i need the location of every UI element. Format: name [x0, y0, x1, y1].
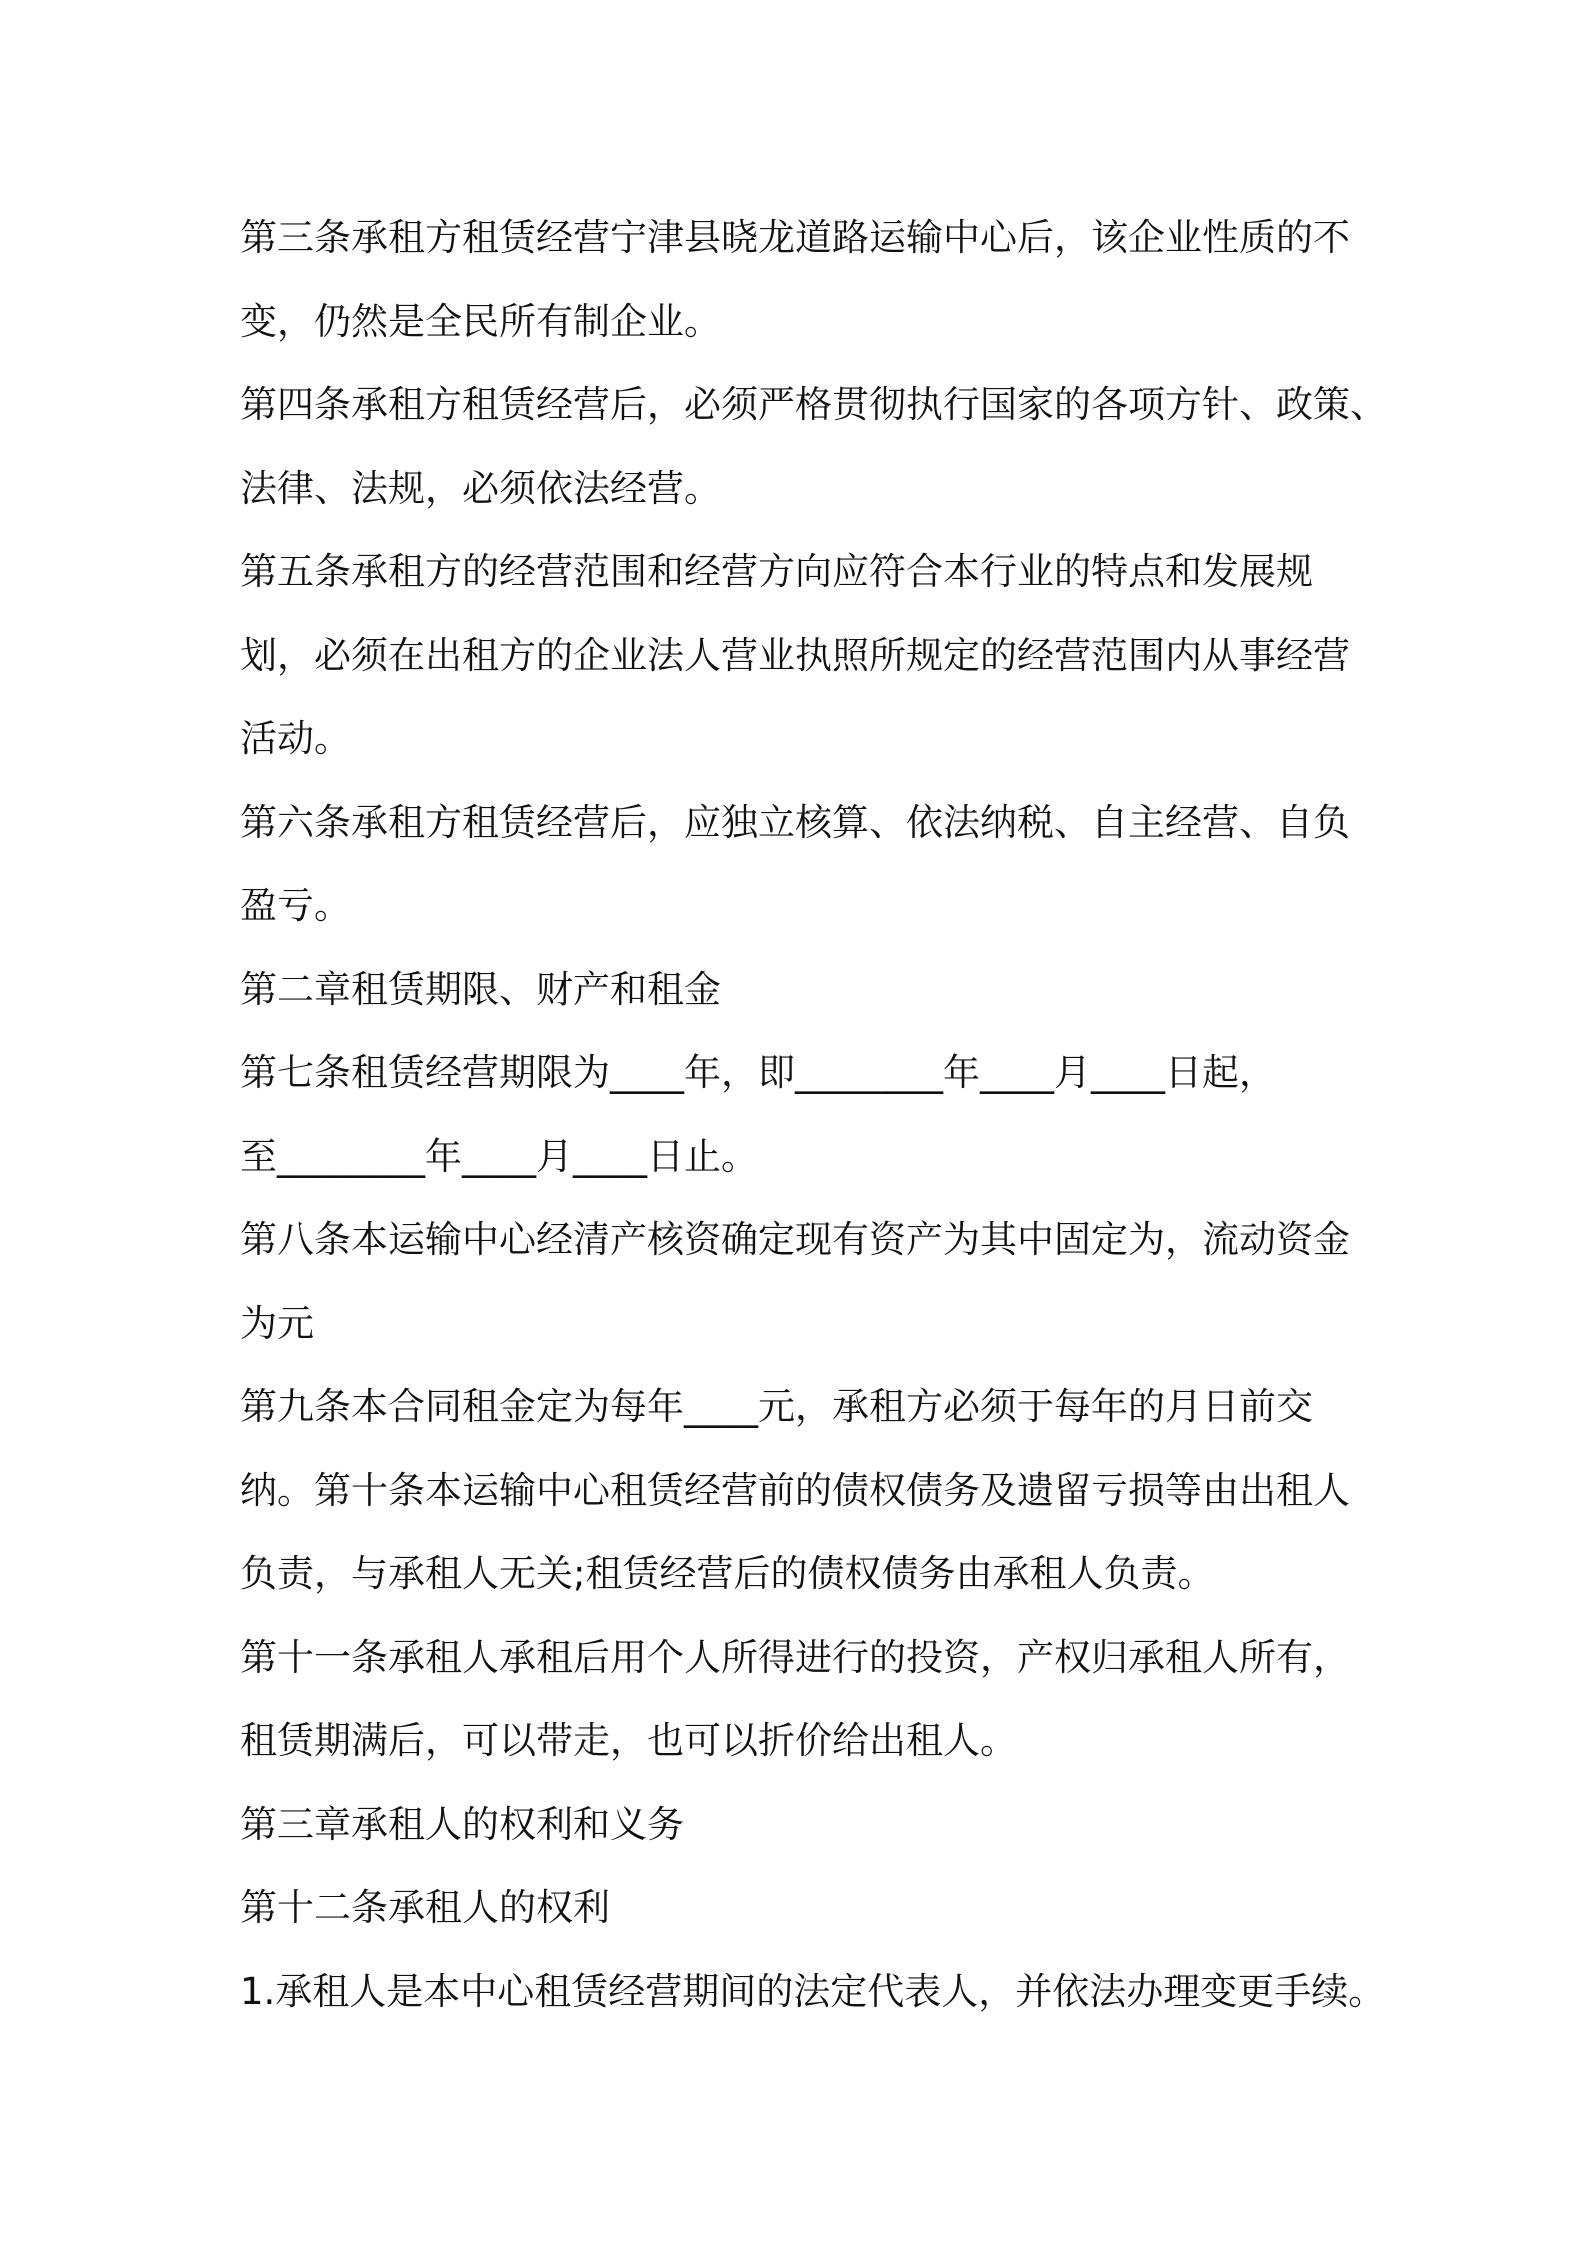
text-line: 第六条承租方租赁经营后，应独立核算、依法纳税、自主经营、自负 — [240, 800, 1350, 844]
document-body — [240, 196, 1387, 2033]
text-line: 纳。第十条本运输中心租赁经营前的债权债务及遗留亏损等由出租人 — [240, 1468, 1350, 1512]
text-line: 划，必须在出租方的企业法人营业执照所规定的经营范围内从事经营 — [240, 633, 1350, 677]
text-line: 负责，与承租人无关;租赁经营后的债权债务由承租人负责。 — [240, 1552, 1215, 1595]
text-line: 盈亏。 — [240, 884, 351, 927]
text-line: 第八条本运输中心经清产核资确定现有资产为其中固定为，流动资金 — [240, 1218, 1350, 1261]
text-line: 法律、法规，必须依法经营。 — [240, 466, 721, 510]
text-line: 第九条本合同租金定为每年____元，承租方必须于每年的月日前交 — [240, 1385, 1313, 1428]
text-line: 为元 — [240, 1301, 314, 1345]
text-line: 第七条租赁经营期限为____年，即________年____月____日起， — [240, 1051, 1276, 1094]
text-line: 活动。 — [240, 717, 351, 760]
text-line: 变，仍然是全民所有制企业。 — [240, 299, 721, 343]
text-line: 1.承租人是本中心租赁经营期间的法定代表人，并依法办理变更手续。 — [240, 1969, 1386, 2013]
chapter-heading: 第二章租赁期限、财产和租金 — [240, 967, 721, 1011]
text-line: 第五条承租方的经营范围和经营方向应符合本行业的特点和发展规 — [240, 550, 1313, 593]
text-line: 第四条承租方租赁经营后，必须严格贯彻执行国家的各项方针、政策、 — [240, 383, 1387, 426]
text-line: 第三条承租方租赁经营宁津县晓龙道路运输中心后，该企业性质的不 — [240, 216, 1350, 259]
text-line: 租赁期满后，可以带走，也可以折价给出租人。 — [240, 1719, 1017, 1762]
text-line: 至________年____月____日止。 — [240, 1134, 758, 1178]
text-line: 第十一条承租人承租后用个人所得进行的投资，产权归承租人所有， — [240, 1635, 1350, 1679]
article-heading: 第十二条承租人的权利 — [240, 1886, 610, 1929]
chapter-heading: 第三章承租人的权利和义务 — [240, 1802, 684, 1846]
